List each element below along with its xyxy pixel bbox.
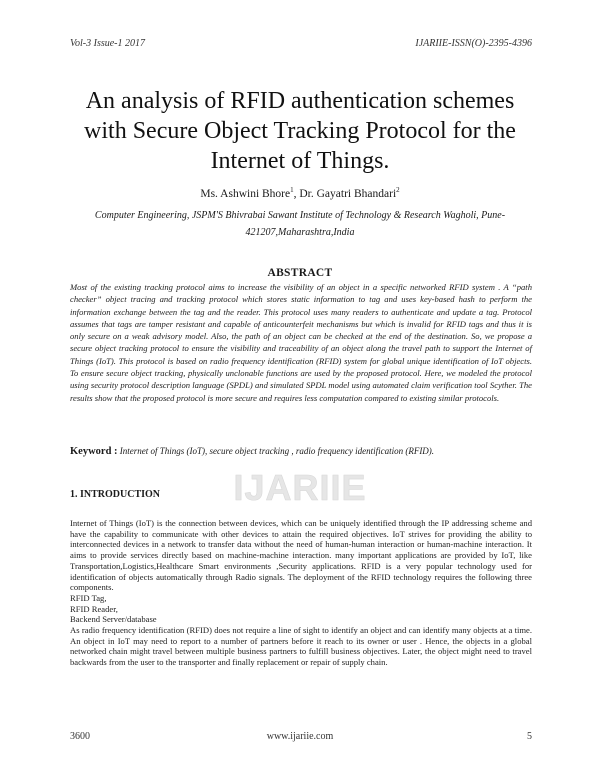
affiliation-line: Computer Engineering, JSPM'S Bhivrabai Sawant Institute of Technology & Research Wagholi, Pune- [94, 210, 506, 221]
watermark-text: IJARIIE [233, 467, 367, 508]
keywords-text: Internet of Things (IoT), secure object tracking , radio frequency identification (RFID). [117, 446, 435, 456]
author-name: Ms. Ashwini Bhore [200, 187, 291, 200]
affiliation-line: 421207,Maharashtra,India [245, 227, 355, 238]
author-affiliation-mark: 1 [290, 186, 294, 194]
ijariie-watermark-logo [222, 462, 378, 518]
intro-paragraph: As radio frequency identification (RFID) does not require a line of sight to identify an object and can identify many objects at a time. An object in IoT may need to report to a number of partners before it reach to its owner or user . Hence, the objects in a global networked chain might travel between multiple business partners to fulfill business objectives. Later, the object might need to travel backwards from the user to the transporter and finally replacement or repair of supply chain. [70, 625, 532, 668]
paper-title [40, 86, 560, 176]
footer-page-id: 3600 [70, 731, 90, 742]
intro-list-item: Backend Server/database [70, 614, 157, 625]
author-separator: , [293, 187, 300, 200]
abstract-heading: ABSTRACT [267, 267, 333, 279]
footer-website: www.ijariie.com [266, 731, 334, 742]
intro-list-item: RFID Reader, [70, 603, 118, 614]
section-heading-introduction: 1. INTRODUCTION [70, 489, 161, 500]
author-name: Dr. Gayatri Bhandari [299, 187, 397, 200]
title-line: Internet of Things. [210, 148, 390, 174]
title-line: with Secure Object Tracking Protocol for the [84, 118, 516, 144]
footer-page-number: 5 [527, 731, 532, 742]
author-affiliation-mark: 2 [396, 186, 400, 194]
intro-list-item: RFID Tag, [70, 592, 107, 603]
keywords [70, 446, 540, 457]
introduction-body [70, 518, 532, 668]
title-line: An analysis of RFID authentication schemes [85, 88, 515, 114]
abstract-text: Most of the existing tracking protocol aims to increase the visibility of an object in a specific networked RFID system . A “path checker” object tracing and tracking protocol which stores static information to tag and uses key-based hash to perform the information exchange between the tag and the reader. This protocol uses many readers to authenticate and update a tag. Protocol assumes that tags are tamper resistant and capable of anticounterfeit mechanisms but which is invalid for RFID tags and thus it is only secure on a weak advisory model. Also, the path of an object can be checked at the end of the destination. So, we propose a secure object tracking protocol to ensure the visibility and traceability of an object along the travel path to support the Internet of Things (IoT). This protocol is based on radio frequency identification (RFID) system for global unique identification of IoT objects. To ensure secure object tracking, physically unclonable functions are used by the proposed protocol. Here, we modeled the protocol using security protocol description language (SPDL) and simulated SPDL model using automated claim verification tool Scyther. The results show that the proposed protocol is more secure and requires less computation compared to existing similar protocols. [70, 282, 532, 403]
running-header-issn: IJARIIE-ISSN(O)-2395-4396 [415, 38, 532, 49]
author-list [0, 186, 600, 200]
affiliation [60, 207, 540, 241]
keywords-label: Keyword : [70, 446, 118, 457]
intro-paragraph: Internet of Things (IoT) is the connection between devices, which can be uniquely identified through the IP addressing scheme and have the capability to communicate with other devices to attain the required objectives. IoT strives for providing the ability to interconnected devices in a network to transfer data without the need of human-human interaction or human-machine interaction. It aims to provide services directly based on machine-machine interaction. many important applications are provided by IoT, like Transportation,Logistics,Healthcare Smart environments ,Security applications. RFID is a very popular technology used for identification of objects automatically through Radio signals. The deployment of the RFID technology requires the following three components. [70, 518, 532, 593]
running-header-volume: Vol-3 Issue-1 2017 [70, 38, 145, 49]
